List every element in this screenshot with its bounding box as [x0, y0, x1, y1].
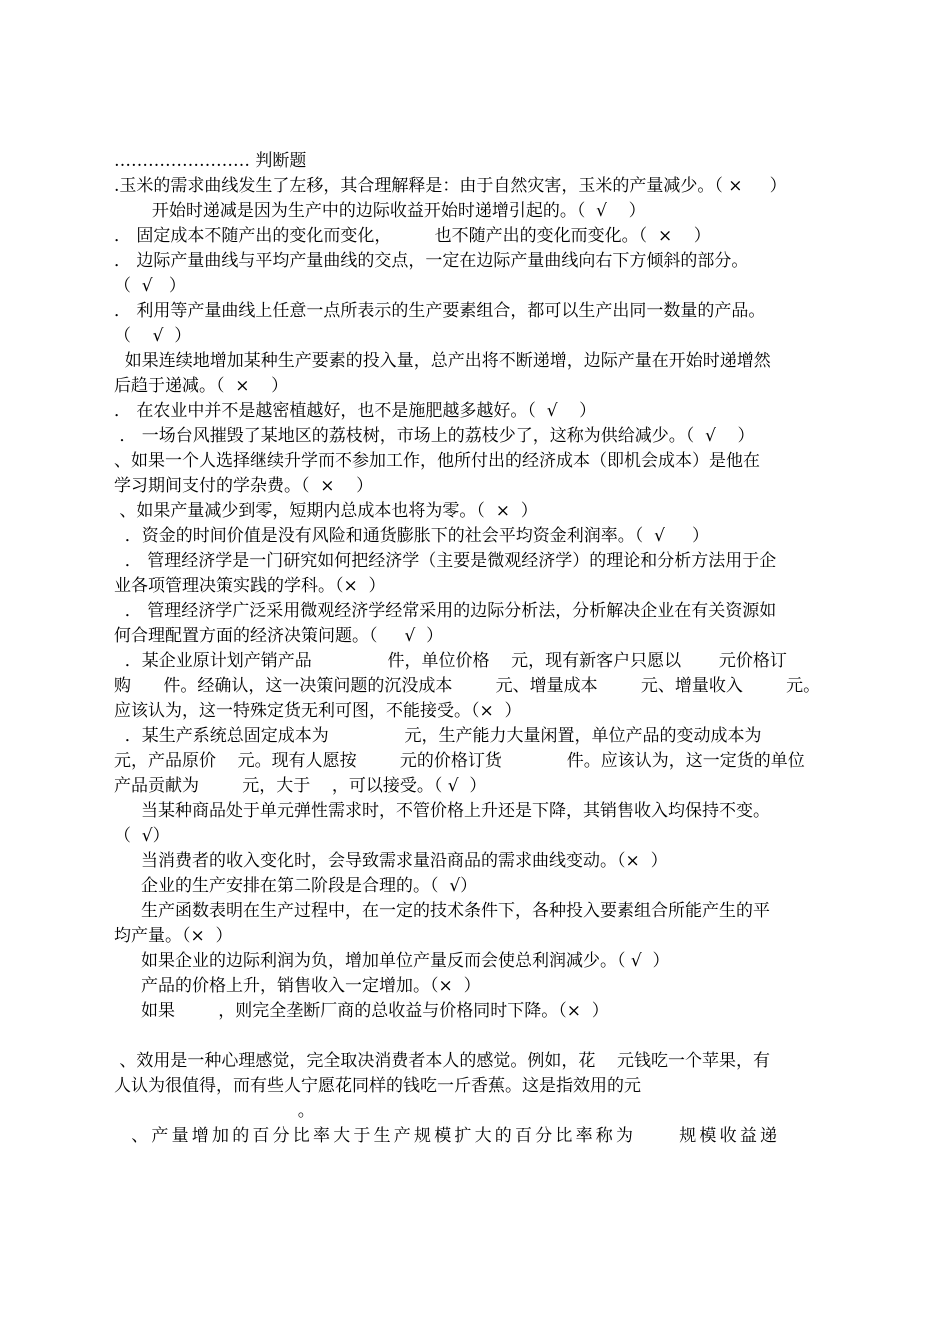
judgment-item: ． 利用等产量曲线上任意一点所表示的生产要素组合，都可以生产出同一数量的产品。 — [114, 301, 766, 321]
judgment-item: 如果企业的边际利润为负，增加单位产量反而会使总利润减少。（ √ ） — [114, 951, 670, 971]
judgment-item: 开始时递减是因为生产中的边际收益开始时递增引起的。（ √ ） — [114, 201, 646, 221]
judgment-item: 、如果一个人选择继续升学而不参加工作，他所付出的经济成本（即机会成本）是他在 — [114, 451, 760, 471]
judgment-item: .玉米的需求曲线发生了左移，其合理解释是：由于自然灾害，玉米的产量减少。（ × ） — [114, 176, 787, 196]
judgment-item-continued: 应该认为，这一特殊定货无利可图，不能接受。（× ） — [114, 701, 522, 721]
judgment-item-continued: 均产量。（× ） — [114, 926, 233, 946]
judgment-item-continued: 产品贡献为 元，大于 ，可以接受。（ √ ） — [114, 776, 487, 796]
fill-item-continued: 人认为很值得，而有些人宁愿花同样的钱吃一斤香蕉。这是指效用的元 — [114, 1076, 641, 1096]
judgment-item-continued: （ √ ） — [114, 276, 186, 296]
judgment-item-continued: 后趋于递减。（ × ） — [114, 376, 289, 396]
judgment-item-continued: 元，产品原价 元。现有人愿按 元的价格订货 件。应该认为，这一定货的单位 — [114, 751, 805, 771]
judgment-item: 当消费者的收入变化时，会导致需求量沿商品的需求曲线变动。（× ） — [114, 851, 668, 871]
judgment-item: 如果连续地增加某种生产要素的投入量，总产出将不断递增，边际产量在开始时递增然 — [114, 351, 771, 371]
judgment-item: ． 边际产量曲线与平均产量曲线的交点，一定在边际产量曲线向右下方倾斜的部分。 — [114, 251, 749, 271]
judgment-item-continued: （ √ ） — [114, 326, 192, 346]
section-header: …………………… 判断题 — [114, 151, 307, 171]
judgment-item: 、如果产量减少到零，短期内总成本也将为零。（ × ） — [114, 501, 538, 521]
judgment-item: ． 在农业中并不是越密植越好，也不是施肥越多越好。（ √ ） — [114, 401, 597, 421]
judgment-item: ．某企业原计划产销产品 件，单位价格 元，现有新客户只愿以 元价格订 — [114, 651, 787, 671]
judgment-item-continued: 业各项管理决策实践的学科。（× ） — [114, 576, 386, 596]
judgment-item: ． 管理经济学广泛采用微观经济学经常采用的边际分析法，分析解决企业在有关资源如 — [114, 601, 777, 621]
judgment-item: 如果 ，则完全垄断厂商的总收益与价格同时下降。（× ） — [114, 1001, 609, 1021]
judgment-item: ． 固定成本不随产出的变化而变化， 也不随产出的变化而变化。（ × ） — [114, 226, 711, 246]
judgment-item: ． 管理经济学是一门研究如何把经济学（主要是微观经济学）的理论和分析方法用于企 — [114, 551, 777, 571]
judgment-item: 企业的生产安排在第二阶段是合理的。（ √） — [114, 876, 478, 896]
judgment-item: 生产函数表明在生产过程中，在一定的技术条件下，各种投入要素组合所能产生的平 — [114, 901, 771, 921]
judgment-item: 当某种商品处于单元弹性需求时，不管价格上升还是下降，其销售收入均保持不变。 — [114, 801, 771, 821]
fill-item-continued: 。 — [114, 1101, 315, 1121]
judgment-item-continued: 购 件。经确认，这一决策问题的沉没成本 元、增量成本 元、增量收入 元。 — [114, 676, 821, 696]
judgment-item: ． 一场台风摧毁了某地区的荔枝树，市场上的荔枝少了，这称为供给减少。（ √ ） — [114, 426, 755, 446]
judgment-item-continued: 何合理配置方面的经济决策问题。（ √ ） — [114, 626, 444, 646]
fill-item: 、效用是一种心理感觉，完全取决消费者本人的感觉。例如，花 元钱吃一个苹果，有 — [114, 1051, 771, 1071]
judgment-item-continued: 学习期间支付的学杂费。（ × ） — [114, 476, 374, 496]
judgment-item-continued: （ √） — [114, 826, 170, 846]
judgment-item: ．某生产系统总固定成本为 元，生产能力大量闲置，单位产品的变动成本为 — [114, 726, 762, 746]
judgment-item: 产品的价格上升，销售收入一定增加。（× ） — [114, 976, 481, 996]
fill-item: 、产量增加的百分比率大于生产规模扩大的百分比率称为 规模收益递 — [114, 1126, 781, 1146]
judgment-item: ．资金的时间价值是没有风险和通货膨胀下的社会平均资金利润率。（ √ ） — [114, 526, 709, 546]
